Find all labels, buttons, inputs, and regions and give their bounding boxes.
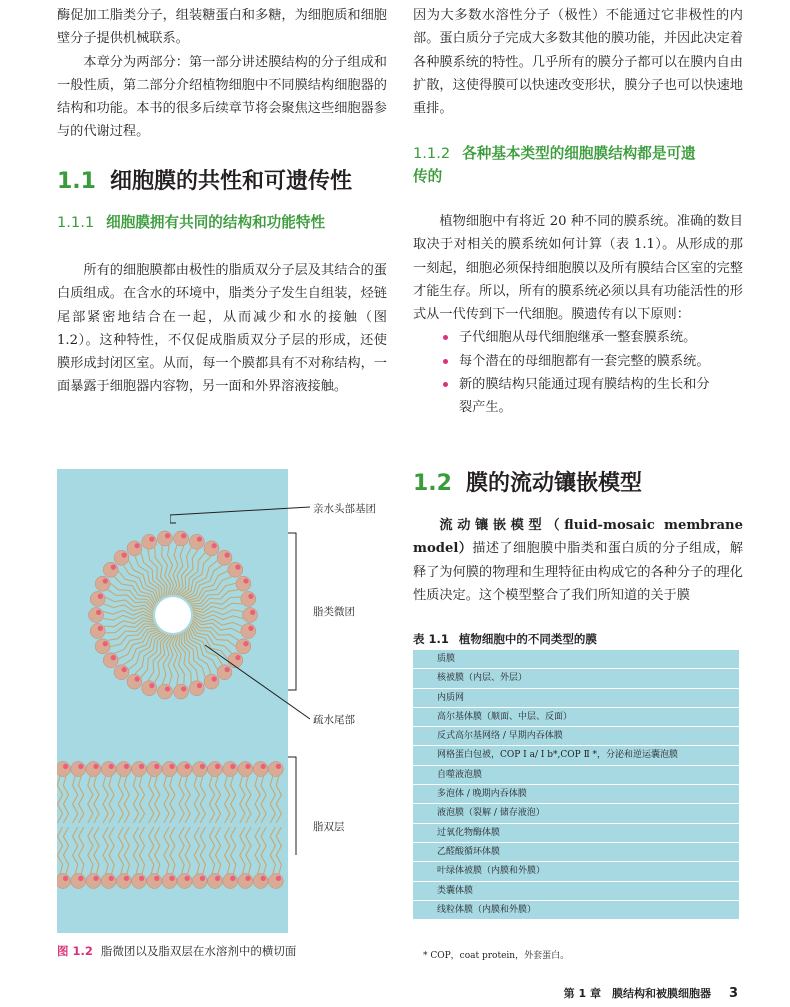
section-title: 细胞膜的共性和可遗传性 bbox=[109, 169, 352, 194]
page-number: 3 bbox=[728, 986, 738, 1001]
chapter-title: 第 1 章 膜结构和被膜细胞器 bbox=[563, 987, 711, 1000]
lipid-head bbox=[253, 874, 268, 889]
lipid-tail bbox=[124, 776, 129, 823]
figure-callout-lines bbox=[170, 495, 310, 855]
lipid-head bbox=[116, 874, 131, 889]
table-row: 核被膜（内层、外层） bbox=[413, 669, 739, 688]
table-row: 线粒体膜（内膜和外膜） bbox=[413, 901, 739, 920]
lipid-head-highlight bbox=[154, 876, 159, 881]
subsection-number: 1.1.1 bbox=[57, 214, 95, 231]
lipid-head bbox=[95, 639, 110, 654]
bullet-dot bbox=[443, 382, 448, 387]
lipid-head-highlight bbox=[124, 764, 129, 769]
callout-lipid-micelle: 脂类微团 bbox=[313, 606, 355, 618]
lipid-head-highlight bbox=[245, 876, 250, 881]
table-row: 自噬液泡膜 bbox=[413, 766, 739, 785]
table-title bbox=[413, 631, 597, 647]
lipid-head bbox=[57, 762, 71, 777]
lipid-head bbox=[89, 608, 104, 623]
lipid-head-highlight bbox=[135, 676, 140, 681]
lipid-tail bbox=[104, 618, 154, 627]
table-footnote: * COP，coat protein，外套蛋白。 bbox=[423, 951, 570, 961]
table-title-text: 植物细胞中的不同类型的膜 bbox=[458, 632, 597, 646]
lipid-head-highlight bbox=[98, 626, 103, 631]
section-1-1-heading bbox=[57, 167, 387, 197]
lipid-tail bbox=[133, 776, 138, 823]
lipid-head-highlight bbox=[93, 876, 98, 881]
lipid-head bbox=[127, 541, 142, 556]
lipid-head-highlight bbox=[149, 683, 154, 688]
lipid-tail bbox=[149, 827, 154, 874]
table-row: 叶绿体被膜（内膜和外膜） bbox=[413, 862, 739, 881]
lipid-head-highlight bbox=[78, 764, 83, 769]
lipid-tail bbox=[118, 776, 123, 823]
subsection-title: 细胞膜拥有共同的结构和功能特性 bbox=[106, 214, 326, 231]
lipid-head bbox=[114, 665, 129, 680]
list-item: 每个潜在的母细胞都有一套完整的膜系统。 bbox=[413, 350, 743, 373]
lipid-head bbox=[90, 591, 105, 606]
page-footer bbox=[564, 985, 738, 1001]
callout-lipid-bilayer: 脂双层 bbox=[313, 821, 345, 833]
list-item: 新的膜结构只能通过现有膜结构的生长和分 裂产生。 bbox=[413, 373, 743, 420]
intro-paragraph-2: 本章分为两部分：第一部分讲述膜结构的分子组成和一般性质，第二部分介绍植物细胞中不同膜结构细胞器的结构和功能。本书的很多后续章节将会聚焦这些细胞器参与的代谢过程。 bbox=[57, 54, 387, 140]
lipid-head bbox=[132, 762, 147, 777]
lipid-head-highlight bbox=[78, 876, 83, 881]
lipid-head bbox=[223, 874, 238, 889]
lipid-tail bbox=[88, 827, 93, 874]
figure-caption bbox=[57, 943, 296, 959]
table-row: 高尔基体膜（顺面、中层、反面） bbox=[413, 708, 739, 727]
lipid-head-highlight bbox=[111, 564, 116, 569]
lipid-head bbox=[71, 874, 86, 889]
section-number: 1.2 bbox=[413, 471, 452, 496]
lipid-head-highlight bbox=[230, 876, 235, 881]
subsection-title-line2: 传的 bbox=[413, 168, 443, 185]
lipid-head bbox=[86, 874, 101, 889]
table-row: 多泡体 / 晚期内吞体膜 bbox=[413, 785, 739, 804]
lipid-tail bbox=[73, 827, 78, 874]
section-1-1-1-body bbox=[57, 259, 387, 399]
lipid-head bbox=[142, 534, 157, 549]
section-1-1-2-heading bbox=[413, 142, 743, 188]
lipid-head bbox=[177, 874, 192, 889]
section-title: 膜的流动镶嵌模型 bbox=[465, 471, 642, 496]
lipid-head-highlight bbox=[149, 537, 154, 542]
lipid-head bbox=[57, 874, 71, 889]
lipid-head bbox=[127, 674, 142, 689]
lipid-head bbox=[71, 762, 86, 777]
lipid-tail bbox=[88, 776, 93, 823]
lipid-head bbox=[103, 562, 118, 577]
lipid-head-highlight bbox=[63, 876, 68, 881]
lipid-head-highlight bbox=[109, 764, 114, 769]
section-1-2-body bbox=[413, 514, 743, 607]
lipid-tail bbox=[133, 827, 138, 874]
lipid-tail bbox=[94, 827, 99, 874]
table-row: 网格蛋白包被，COP Ⅰ a/ Ⅰ b*,COP Ⅱ *，分泌和逆运囊泡膜 bbox=[413, 746, 739, 765]
lipid-head-highlight bbox=[96, 610, 101, 615]
lipid-head bbox=[162, 874, 177, 889]
lipid-tail bbox=[103, 827, 108, 874]
lipid-tail bbox=[73, 776, 78, 823]
lipid-tail bbox=[57, 827, 62, 874]
lipid-head bbox=[132, 874, 147, 889]
lipid-head bbox=[90, 624, 105, 639]
key-term-english: （fluid-mosaic membrane model） bbox=[413, 518, 743, 557]
lipid-head-highlight bbox=[185, 876, 190, 881]
lipid-tail bbox=[124, 827, 129, 874]
lipid-head-highlight bbox=[103, 578, 108, 583]
table-row: 类囊体膜 bbox=[413, 882, 739, 901]
table-row: 过氧化物酶体膜 bbox=[413, 824, 739, 843]
lipid-tail bbox=[155, 776, 160, 823]
body-paragraph: 植物细胞中有将近 20 种不同的膜系统。准确的数目取决于对相关的膜系统如何计算（表 1.1）。从形成的那一刻起，细胞必须保持细胞膜以及所有膜结合区室的完整才能生存。所以，所有的膜系统必须以具有功能活性的形式从一代传到下一代细胞。膜遗传有以下原则： bbox=[413, 214, 743, 323]
lipid-head bbox=[147, 762, 162, 777]
lipid-tail bbox=[57, 776, 62, 823]
figure-label: 图 1.2 bbox=[57, 944, 93, 958]
lipid-head-highlight bbox=[124, 876, 129, 881]
lipid-tail bbox=[63, 776, 68, 823]
lipid-head-highlight bbox=[103, 641, 108, 646]
lipid-tail bbox=[139, 827, 144, 874]
lipid-head bbox=[114, 550, 129, 565]
lipid-head-highlight bbox=[63, 764, 68, 769]
left-column bbox=[57, 4, 387, 144]
callout-hydrophobic-tail: 疏水尾部 bbox=[313, 714, 355, 726]
lipid-tail bbox=[103, 614, 153, 620]
lipid-tail bbox=[94, 776, 99, 823]
bullet-dot bbox=[443, 359, 448, 364]
lipid-head bbox=[142, 681, 157, 696]
lipid-head-highlight bbox=[276, 876, 281, 881]
figure-caption-text: 脂微团以及脂双层在水溶剂中的横切面 bbox=[100, 944, 297, 958]
subsection-title-line1: 各种基本类型的细胞膜结构都是可遗 bbox=[462, 145, 696, 162]
intro-paragraph-1: 酶促加工脂类分子，组装糖蛋白和多糖，为细胞质和细胞壁分子提供机械联系。 bbox=[57, 8, 387, 47]
lipid-head bbox=[101, 874, 116, 889]
membrane-types-table bbox=[413, 650, 739, 920]
table-row: 乙醛酸循环体膜 bbox=[413, 843, 739, 862]
lipid-head-highlight bbox=[98, 594, 103, 599]
lipid-head bbox=[103, 653, 118, 668]
lipid-head-highlight bbox=[121, 553, 126, 558]
lipid-tail bbox=[164, 776, 169, 823]
lipid-head-highlight bbox=[109, 876, 114, 881]
section-1-2-heading bbox=[413, 469, 743, 499]
right-column-continuation bbox=[413, 4, 743, 120]
lipid-head-highlight bbox=[154, 764, 159, 769]
lipid-head-highlight bbox=[135, 543, 140, 548]
table-row: 反式高尔基网络 / 早期内吞体膜 bbox=[413, 727, 739, 746]
table-row: 液泡膜（裂解 / 储存液泡） bbox=[413, 804, 739, 823]
lipid-head-highlight bbox=[200, 876, 205, 881]
lipid-head-highlight bbox=[215, 876, 220, 881]
section-number: 1.1 bbox=[57, 169, 96, 194]
table-row: 质膜 bbox=[413, 650, 739, 669]
lipid-tail bbox=[109, 827, 114, 874]
lipid-tail bbox=[79, 827, 84, 874]
lipid-head bbox=[208, 874, 223, 889]
section-1-1-2-body bbox=[413, 210, 743, 420]
lipid-head-highlight bbox=[169, 876, 174, 881]
lipid-tail bbox=[118, 827, 123, 874]
list-item: 子代细胞从母代细胞继承一整套膜系统。 bbox=[413, 326, 743, 349]
key-term: 流动镶嵌模型 bbox=[439, 518, 547, 533]
lipid-tail bbox=[164, 827, 169, 874]
lipid-tail bbox=[155, 827, 160, 874]
lipid-tail bbox=[149, 776, 154, 823]
lipid-head bbox=[116, 762, 131, 777]
lipid-head-highlight bbox=[121, 667, 126, 672]
lipid-tail bbox=[109, 776, 114, 823]
lipid-head bbox=[192, 874, 207, 889]
body-paragraph: 流动镶嵌模型（fluid-mosaic membrane model）描述了细胞膜中脂类和蛋白质的分子组成，解释了为何膜的物理和生理特征由构成它的各种分子的理化性质决定。这个模型整合了我们所知道的关于膜 bbox=[413, 518, 744, 603]
lipid-head-highlight bbox=[111, 655, 116, 660]
continuation-paragraph: 因为大多数水溶性分子（极性）不能通过它非极性的内部。蛋白质分子完成大多数其他的膜功能，并因此决定着各种膜系统的特性。几乎所有的膜分子都可以在膜内自由扩散，这使得膜可以快速改变形状，膜分子也可以快速地重排。 bbox=[413, 8, 743, 117]
body-paragraph: 所有的细胞膜都由极性的脂质双分子层及其结合的蛋白质组成。在含水的环境中，脂类分子发生自组装，烃链尾部紧密地结合在一起，从而减少和水的接触（图 1.2）。这种特性，不仅促成脂质双分子层的形成，还使膜形成封闭区室。从而，每一个膜都具有不对称结构，一面暴露于细胞器内容物，另一面和外界溶液接触。 bbox=[57, 263, 387, 395]
bullet-list bbox=[413, 326, 743, 419]
lipid-head bbox=[101, 762, 116, 777]
lipid-tail bbox=[63, 827, 68, 874]
lipid-head bbox=[147, 874, 162, 889]
lipid-head-highlight bbox=[93, 764, 98, 769]
lipid-head-highlight bbox=[261, 876, 266, 881]
lipid-head bbox=[238, 874, 253, 889]
callout-hydrophilic-head: 亲水头部基团 bbox=[313, 503, 376, 515]
lipid-tail bbox=[79, 776, 84, 823]
lipid-head-highlight bbox=[139, 764, 144, 769]
table-label: 表 1.1 bbox=[413, 632, 449, 646]
lipid-head bbox=[95, 576, 110, 591]
table-row: 内质网 bbox=[413, 689, 739, 708]
lipid-head bbox=[268, 874, 283, 889]
lipid-head-highlight bbox=[139, 876, 144, 881]
lipid-tail bbox=[139, 776, 144, 823]
lipid-head bbox=[86, 762, 101, 777]
subsection-number: 1.1.2 bbox=[413, 145, 451, 162]
bullet-dot bbox=[443, 335, 448, 340]
section-1-1-1-heading bbox=[57, 211, 387, 234]
lipid-tail bbox=[103, 776, 108, 823]
